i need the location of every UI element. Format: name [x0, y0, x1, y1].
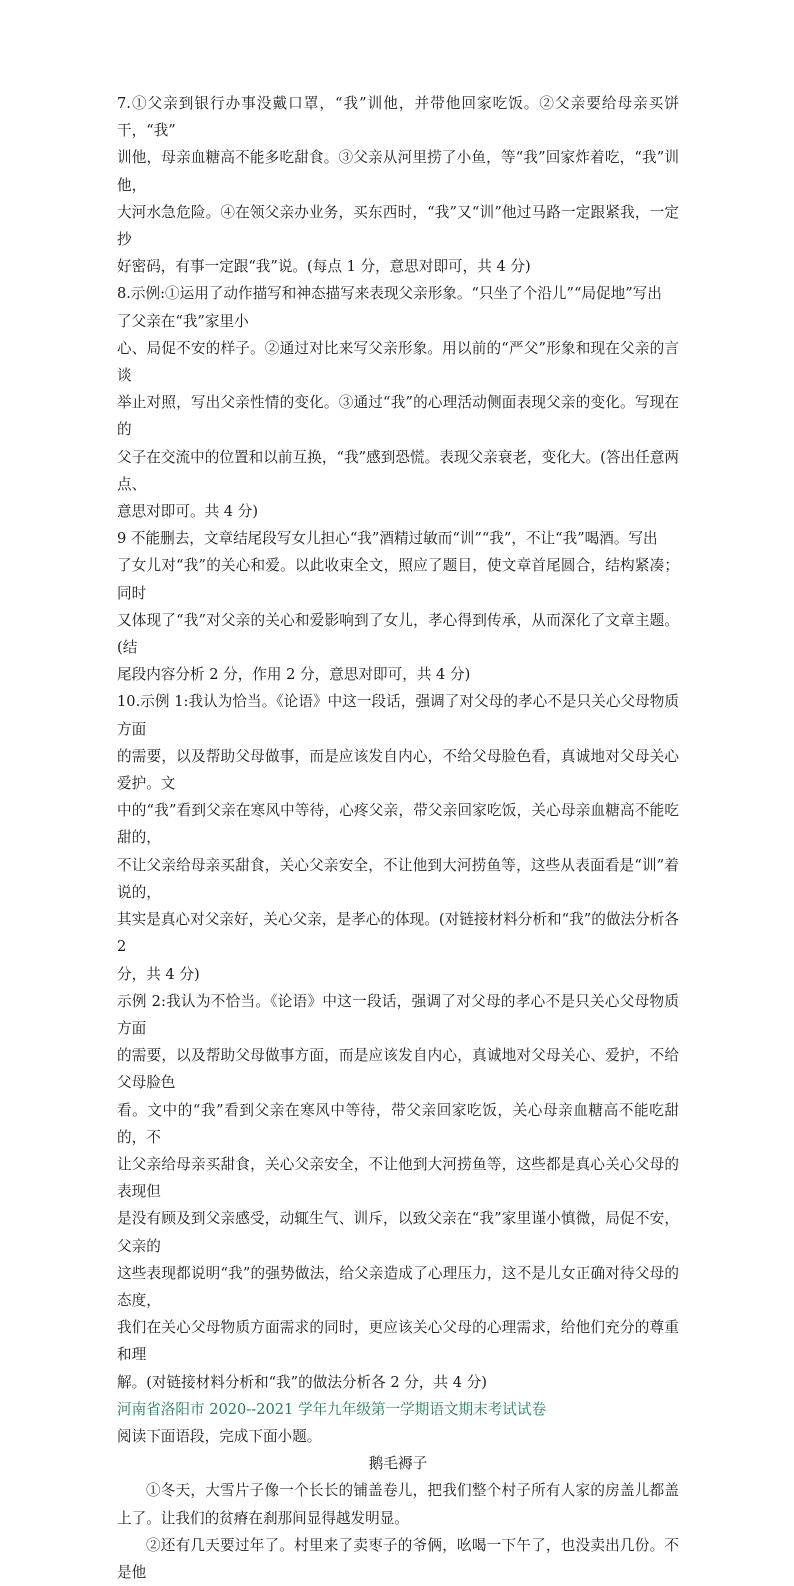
text-line: 7.①父亲到银行办事没戴口罩，“我”训他，并带他回家吃饭。②父亲要给母亲买饼干，“我” [117, 95, 679, 140]
answer-9 [117, 525, 679, 688]
text-line: 的需要，以及帮助父母做事方面，而是应该发自内心，真诚地对父母关心、爱护，不给父母脸色 [117, 1047, 679, 1092]
text-line: 这些表现都说明“我”的强势做法，给父亲造成了心理压力，这不是儿女正确对待父母的态度， [117, 1264, 679, 1309]
text-line: 了父亲在“我”家里小 [117, 312, 249, 330]
document-page [117, 90, 679, 1586]
text-line: 我们在关心父母物质方面需求的同时，更应该关心父母的心理需求，给他们充分的尊重和理 [117, 1319, 679, 1364]
text-line: 其实是真心对父亲好，关心父亲，是孝心的体现。(对链接材料分析和“我”的做法分析各 2 [117, 911, 679, 956]
exam-source-line: 河南省洛阳市 2020--2021 学年九年级第一学期语文期末考试试卷 [117, 1400, 547, 1418]
text-line: 看。文中的“我”看到父亲在寒风中等待，带父亲回家吃饭，关心母亲血糖高不能吃甜的，不 [117, 1101, 679, 1146]
text-line: 让我们的贫瘠在刹那间显得越发明显。 [160, 1509, 409, 1527]
passage-paragraph-2: ②还有几天要过年了。村里来了卖枣子的爷俩，吆喝一下午了，也没卖出几份。不是他 [117, 1536, 679, 1581]
text-line: 父子在交流中的位置和以前互换，“我”感到恐慌。表现父亲衰老，变化大。(答出任意两点、 [117, 448, 679, 493]
reading-instruction: 阅读下面语段，完成下面小题。 [117, 1427, 322, 1445]
text-line: 又体现了“我”对父亲的关心和爱影响到了女儿，孝心得到传承，从而深化了文章主题。(结 [117, 611, 679, 657]
text-line: 尾段内容分析 2 分，作用 2 分，意思对即可，共 4 分) [117, 666, 471, 684]
text-line: 是没有顾及到父亲感受，动辄生气、训斥，以致父亲在“我”家里谨小慎微，局促不安，父亲的 [117, 1210, 679, 1255]
answer-8 [117, 280, 679, 525]
text-line: 心、局促不安的样子。②通过对比来写父亲形象。用以前的“严父”形象和现在父亲的言谈 [117, 339, 679, 385]
text-line: 中的“我”看到父亲在寒风中等待，心疼父亲，带父亲回家吃饭，关心母亲血糖高不能吃甜的， [117, 802, 679, 847]
text-line: 示例 2:我认为不恰当。《论语》中这一段话，强调了对父母的孝心不是只关心父母物质方面 [117, 992, 679, 1037]
text-line: 分，共 4 分) [117, 965, 200, 983]
text-line: 举止对照，写出父亲性情的变化。③通过“我”的心理活动侧面表现父亲的变化。写现在的 [117, 394, 679, 439]
text-line: 不让父亲给母亲买甜食，关心父亲安全，不让他到大河捞鱼等，这些从表面看是“训”着说的， [117, 856, 679, 901]
answer-7 [117, 90, 679, 280]
text-line: 8.示例:①运用了动作描写和神态描写来表现父亲形象。“只坐了个沿儿”“局促地”写出 [117, 285, 662, 303]
text-line: 让父亲给母亲买甜食，关心父亲安全，不让他到大河捞鱼等，这些都是真心关心父母的表现但 [117, 1155, 679, 1201]
answer-10-example-1 [117, 688, 679, 987]
passage-paragraph-1 [117, 1477, 679, 1531]
text-line: 大河水急危险。④在领父亲办业务，买东西时，“我”又“训”他过马路一定跟紧我，一定抄 [117, 203, 679, 249]
text-line: ①冬天，大雪片子像一个长长的铺盖卷儿，把我们整个村子所有人家的房盖儿都盖上了。 [117, 1482, 679, 1527]
text-line: 意思对即可。共 4 分) [117, 503, 259, 521]
text-line: 10.示例 1:我认为恰当。《论语》中这一段话，强调了对父母的孝心不是只关心父母物质方面 [117, 693, 679, 738]
text-line: 了女儿对“我”的关心和爱。以此收束全文，照应了题目，使文章首尾圆合，结构紧凑；同时 [117, 557, 679, 602]
text-line: 好密码，有事一定跟“我”说。(每点 1 分，意思对即可，共 4 分) [117, 258, 531, 276]
passage-title: 鹅毛褥子 [368, 1455, 428, 1473]
text-line: 训他，母亲血糖高不能多吃甜食。③父亲从河里捞了小鱼，等“我”回家炸着吃，“我”训他， [117, 149, 679, 194]
text-line: 解。(对链接材料分析和“我”的做法分析各 2 分，共 4 分) [117, 1373, 487, 1391]
text-line: 的需要，以及帮助父母做事，而是应该发自内心，不给父母脸色看，真诚地对父母关心爱护。文 [117, 747, 679, 793]
text-line: 9 不能删去，文章结尾段写女儿担心“我”酒精过敏而“训”“我”，不让“我”喝酒。写出 [117, 530, 658, 548]
answer-10-example-2 [117, 988, 679, 1396]
